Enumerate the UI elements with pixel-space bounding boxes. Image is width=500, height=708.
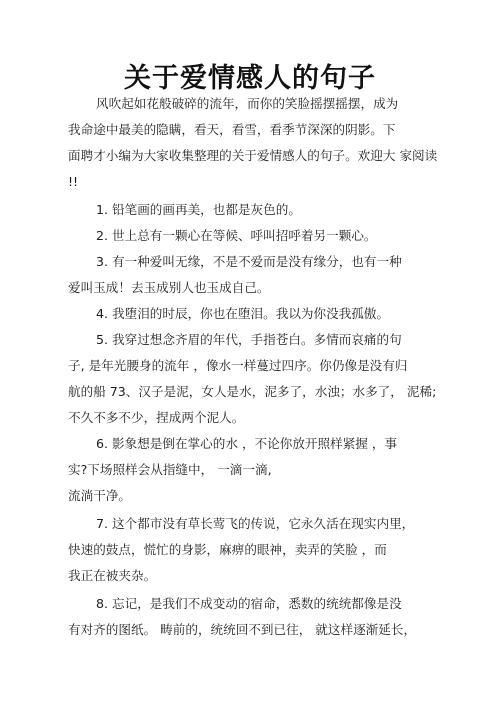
item-3-line: 3. 有一种爱叫无缘，不是不爱而是没有缘分，也有一种 bbox=[96, 254, 402, 269]
intro-line: 风吹起如花般破碎的流年，而你的笑脸摇摆摇摆，成为 bbox=[96, 96, 399, 111]
item-5-line: 不久不多不少，捏成两个泥人。 bbox=[68, 410, 245, 425]
item-7-line: 7. 这个都市没有草长莺飞的传说，它永久活在现实内里， bbox=[96, 516, 415, 531]
item-7-line: 快速的鼓点，慌忙的身影，麻痹的眼神，卖弄的笑脸 ，而 bbox=[68, 542, 387, 557]
item-6-line: 流淌干净。 bbox=[68, 488, 131, 503]
intro-line: 我命途中最美的隐瞒，看天，看雪，看季节深深的阴影。下 bbox=[68, 122, 396, 137]
intro-line: 面聘才小编为大家收集整理的关于爱情感人的句子。欢迎大 家阅读 bbox=[68, 148, 438, 163]
item-8-line: 有对齐的图纸。 畴前的，统统回不到已往， 就这样逐渐延长， bbox=[68, 622, 417, 637]
item-6-line: 实?下场照样会从指缝中， 一滴一滴, bbox=[68, 462, 272, 477]
item-4-line: 4. 我堕泪的时辰，你也在堕泪。我以为你没我孤傲。 bbox=[96, 306, 390, 321]
item-1-line: 1. 铅笔画的画再美，也都是灰色的。 bbox=[96, 202, 301, 217]
item-2-line: 2. 世上总有一颗心在等候、呼叫招呼着另一颗心。 bbox=[96, 228, 377, 243]
item-3-line: 爱叫玉成！去玉成别人也玉成自己。 bbox=[68, 280, 270, 295]
item-6-line: 6. 影象想是倒在掌心的水 ，不论你放开照样紧握 ，事 bbox=[96, 436, 398, 451]
item-8-line: 8. 忘记，是我们不成变动的宿命，悉数的统统都像是没 bbox=[96, 596, 402, 611]
intro-line: !! bbox=[68, 174, 79, 189]
item-5-line: 航的船 73、汉子是泥，女人是水，泥多了，水浊；水多了， 泥稀; bbox=[68, 384, 437, 399]
item-5-line: 子, 是年光腰身的流年 ，像水一样蔓过四序。你仍像是没有归 bbox=[68, 358, 408, 373]
document-title: 关于爱情感人的句子 bbox=[124, 63, 376, 94]
item-5-line: 5. 我穿过想念齐眉的年代，手指苍白。多情而哀痛的句 bbox=[96, 332, 402, 347]
item-7-line: 我正在被夹杂。 bbox=[68, 568, 157, 583]
